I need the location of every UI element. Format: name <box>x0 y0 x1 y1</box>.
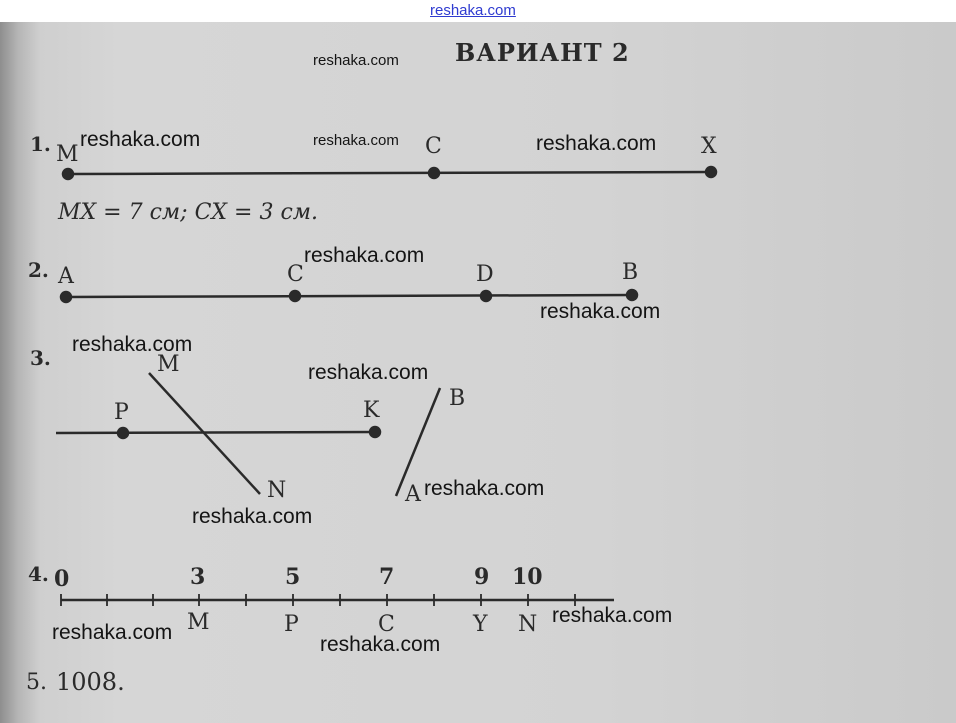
point-label: B <box>622 260 639 285</box>
point-b <box>627 290 637 300</box>
problem-number: 3. <box>30 346 51 370</box>
point-label: P <box>284 612 299 637</box>
point-label: D <box>476 262 494 287</box>
problem-condition: MX = 7 см; CX = 3 см. <box>58 200 319 225</box>
tick-label: 5 <box>285 564 301 590</box>
watermark: reshaka.com <box>540 300 661 323</box>
watermark: reshaka.com <box>424 477 545 500</box>
tick-label: 10 <box>512 564 543 590</box>
point-label: M <box>187 610 210 635</box>
point-label: C <box>425 134 442 159</box>
problem-number: 5. <box>26 670 47 695</box>
point-c2 <box>290 291 300 301</box>
watermark: reshaka.com <box>80 128 201 151</box>
tick-label: 3 <box>190 564 206 590</box>
tick-label: 0 <box>54 566 70 592</box>
point-label: A <box>58 264 74 289</box>
problem-number: 4. <box>28 562 49 586</box>
point-m <box>63 169 73 179</box>
point-label: P <box>114 400 129 425</box>
point-label: M <box>56 142 79 167</box>
point-label: K <box>363 398 380 423</box>
problem-number: 2. <box>28 258 49 282</box>
watermark: reshaka.com <box>72 333 193 356</box>
tick-label: 7 <box>379 564 395 590</box>
problem-number: 1. <box>30 132 51 156</box>
page-title: ВАРИАНТ 2 <box>455 38 630 67</box>
point-label: N <box>267 478 287 503</box>
point-c1 <box>429 168 439 178</box>
watermark: reshaka.com <box>320 633 441 656</box>
point-label: C <box>287 262 304 287</box>
point-k <box>370 427 380 437</box>
problem-answer: 1008. <box>56 668 125 696</box>
watermark: reshaka.com <box>313 52 399 69</box>
segment-mx <box>68 172 711 174</box>
point-p <box>118 428 128 438</box>
point-label: M <box>157 352 180 377</box>
point-label: C <box>378 612 395 637</box>
point-label: Y <box>473 612 488 637</box>
tick-label: 9 <box>474 564 490 590</box>
watermark: reshaka.com <box>52 621 173 644</box>
point-label: X <box>701 134 717 159</box>
watermark: reshaka.com <box>192 505 313 528</box>
segment-ab <box>66 295 632 297</box>
point-x <box>706 167 716 177</box>
watermark: reshaka.com <box>536 132 657 155</box>
watermark: reshaka.com <box>552 604 673 627</box>
ray-pk <box>56 432 375 433</box>
watermark: reshaka.com <box>313 132 399 149</box>
point-d <box>481 291 491 301</box>
point-label: B <box>449 386 466 411</box>
point-label: N <box>518 612 538 637</box>
point-label: A <box>405 482 421 507</box>
point-a <box>61 292 71 302</box>
watermark: reshaka.com <box>304 244 425 267</box>
watermark: reshaka.com <box>308 361 429 384</box>
site-link[interactable]: reshaka.com <box>430 2 516 19</box>
